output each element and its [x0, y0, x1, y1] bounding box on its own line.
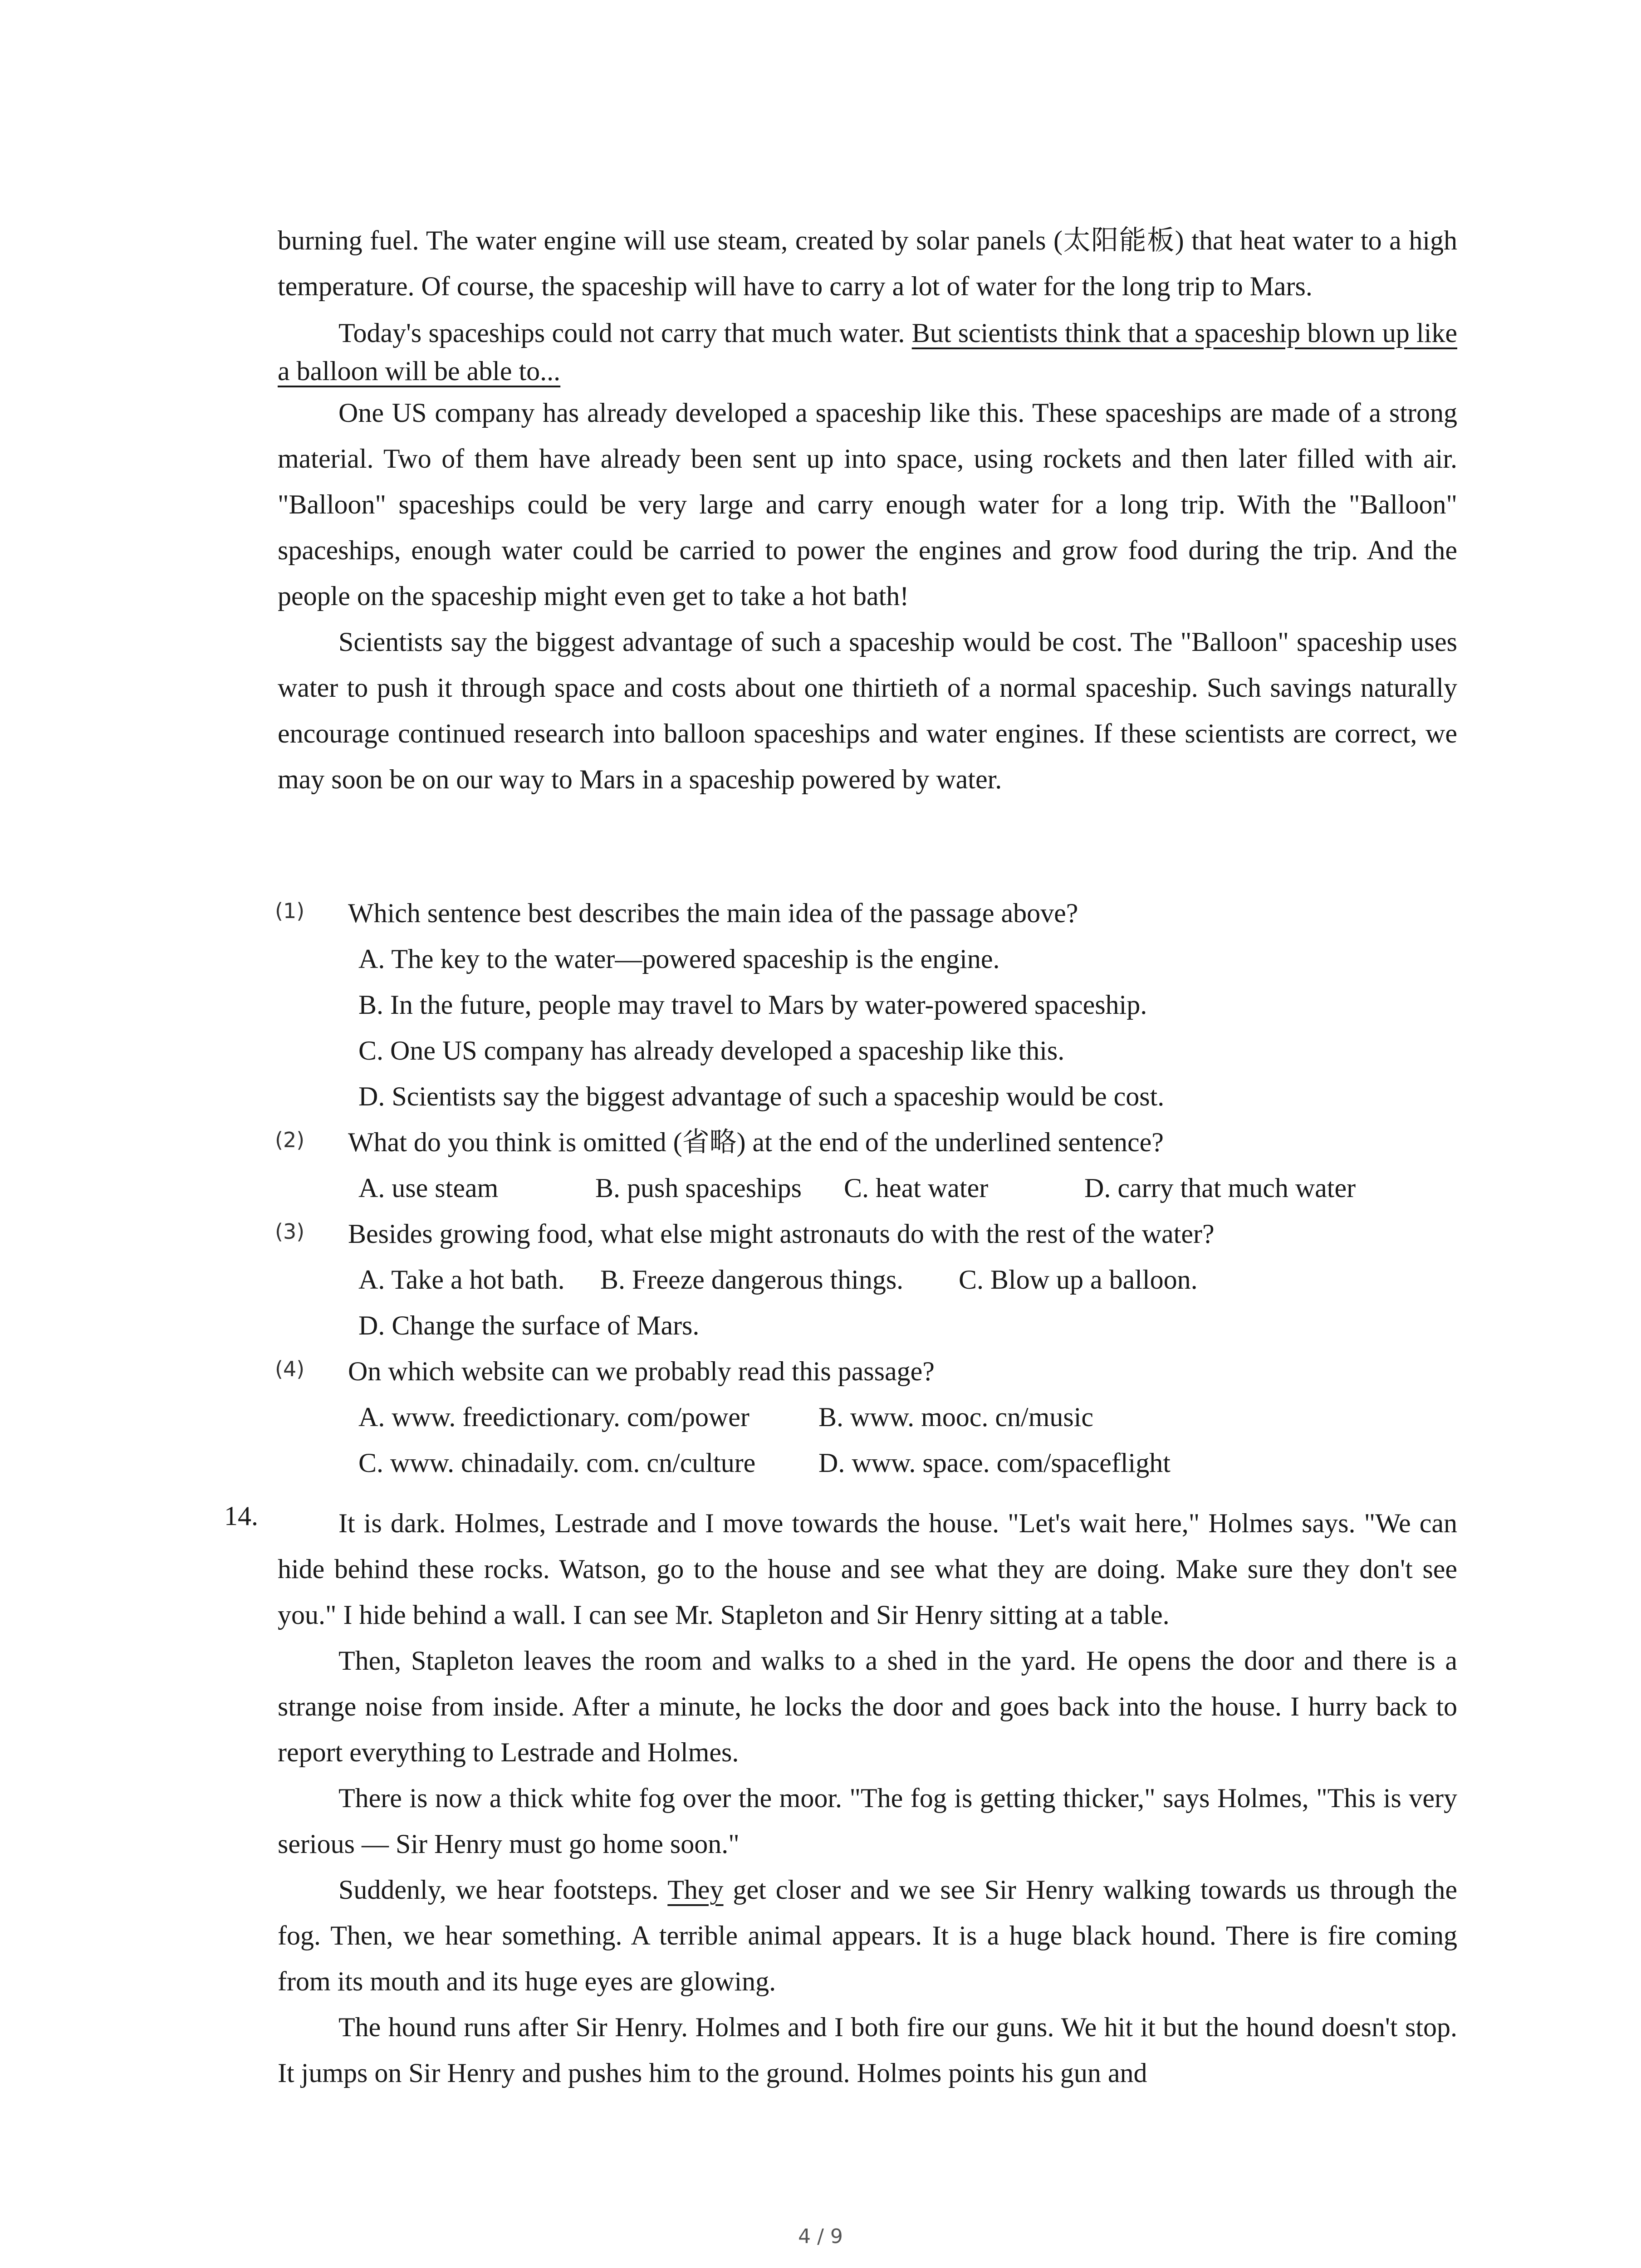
question: [275, 1349, 1457, 1486]
option: C. One US company has already developed a spaceship like this.: [358, 1036, 1065, 1066]
option: C. Blow up a balloon.: [959, 1265, 1198, 1295]
question-number: (3): [275, 1219, 305, 1244]
option: D. Change the surface of Mars.: [358, 1310, 700, 1340]
option-list: [358, 936, 1457, 1119]
passage-paragraph: burning fuel. The water engine will use steam, created by solar panels (太阳能板) that heat water to a high temperature. Of course, the spaceship will have to carry a lot of water for the long trip to Mars.: [278, 225, 1457, 301]
plain-text: Suddenly, we hear footsteps.: [338, 1875, 668, 1905]
option-list: [358, 1394, 1457, 1440]
option: B. In the future, people may travel to Mars by water-powered spaceship.: [358, 990, 1147, 1020]
option: B. push spaceships: [595, 1173, 802, 1203]
option: B. www. mooc. cn/music: [818, 1402, 1094, 1432]
passage-paragraph: There is now a thick white fog over the moor. "The fog is getting thicker," says Holmes, "This is very serious — Sir Henry must go home soon.": [278, 1783, 1457, 1859]
option: A. The key to the water—powered spaceship is the engine.: [358, 944, 1000, 974]
passage-paragraph: Scientists say the biggest advantage of such a spaceship would be cost. The "Balloon" spaceship uses water to push it through space and costs about one thirtieth of a normal spaceship. Such savings naturally encourage continued research into balloon spaceships and water engines. If these scientists are correct, we may soon be on our way to Mars in a spaceship powered by water.: [278, 627, 1457, 794]
passage-14: [224, 1501, 1457, 2096]
item-number: 14.: [224, 1501, 258, 1531]
question-number: (4): [275, 1357, 305, 1381]
page-number: 4 / 9: [798, 2225, 843, 2248]
passage-paragraph: [278, 1867, 1457, 2004]
option: D. www. space. com/spaceflight: [818, 1448, 1171, 1478]
passage-paragraph: It is dark. Holmes, Lestrade and I move towards the house. "Let's wait here," Holmes says. "We can hide behind these rocks. Watson, go to the house and see what they are doing. Make sure they don't see you." I hide behind a wall. I can see Mr. Stapleton and Sir Henry sitting at a table.: [278, 1508, 1457, 1630]
option: B. Freeze dangerous things.: [600, 1265, 904, 1295]
question-text: Which sentence best describes the main idea of the passage above?: [348, 898, 1078, 928]
question: [275, 890, 1457, 1119]
question-number: (2): [275, 1128, 305, 1152]
plain-sentence: Today's spaceships could not carry that much water.: [338, 318, 912, 348]
underlined-word: They: [667, 1875, 724, 1905]
option: C. heat water: [844, 1173, 989, 1203]
passage-paragraph: The hound runs after Sir Henry. Holmes and I both fire our guns. We hit it but the hound doesn't stop. It jumps on Sir Henry and pushes him to the ground. Holmes points his gun and: [278, 2012, 1457, 2088]
option: D. carry that much water: [1084, 1173, 1356, 1203]
question-text: What do you think is omitted (省略) at the end of the underlined sentence?: [348, 1127, 1164, 1157]
option: C. www. chinadaily. com. cn/culture: [358, 1448, 756, 1478]
underlined-sentence: But scientists think that a spaceship blown up like a balloon will be able to...: [278, 318, 1457, 386]
passage-paragraph: Then, Stapleton leaves the room and walks to a shed in the yard. He opens the door and there is a strange noise from inside. After a minute, he locks the door and goes back into the house. I hurry back to report everything to Lestrade and Holmes.: [278, 1646, 1457, 1767]
question: [275, 1211, 1457, 1349]
question: [275, 1119, 1457, 1211]
plain-text: get closer and we see Sir Henry walking towards us through the fog. Then, we hear something. A terrible animal appears. It is a huge black hound. There is fire coming from its mouth and its huge eyes are glowing.: [278, 1875, 1457, 1996]
question-list: [275, 890, 1457, 1486]
option: A. Take a hot bath.: [358, 1265, 565, 1295]
option-list: [358, 1165, 1457, 1211]
option-list: [358, 1257, 1457, 1303]
question-number: (1): [275, 899, 305, 923]
option: A. use steam: [358, 1173, 499, 1203]
passage-13: [278, 218, 1457, 802]
question-text: On which website can we probably read this passage?: [348, 1356, 935, 1386]
question-text: Besides growing food, what else might astronauts do with the rest of the water?: [348, 1219, 1215, 1249]
passage-paragraph: One US company has already developed a spaceship like this. These spaceships are made of a strong material. Two of them have already been sent up into space, using rockets and then later filled with air. "Balloon" spaceships could be very large and carry enough water for a long trip. With the "Balloon" spaceships, enough water could be carried to power the engines and grow food during the trip. And the people on the spaceship might even get to take a hot bath!: [278, 398, 1457, 611]
option: A. www. freedictionary. com/power: [358, 1402, 749, 1432]
option-list: [358, 1440, 1457, 1486]
option: D. Scientists say the biggest advantage of such a spaceship would be cost.: [358, 1081, 1165, 1111]
passage-paragraph: [278, 314, 1457, 390]
